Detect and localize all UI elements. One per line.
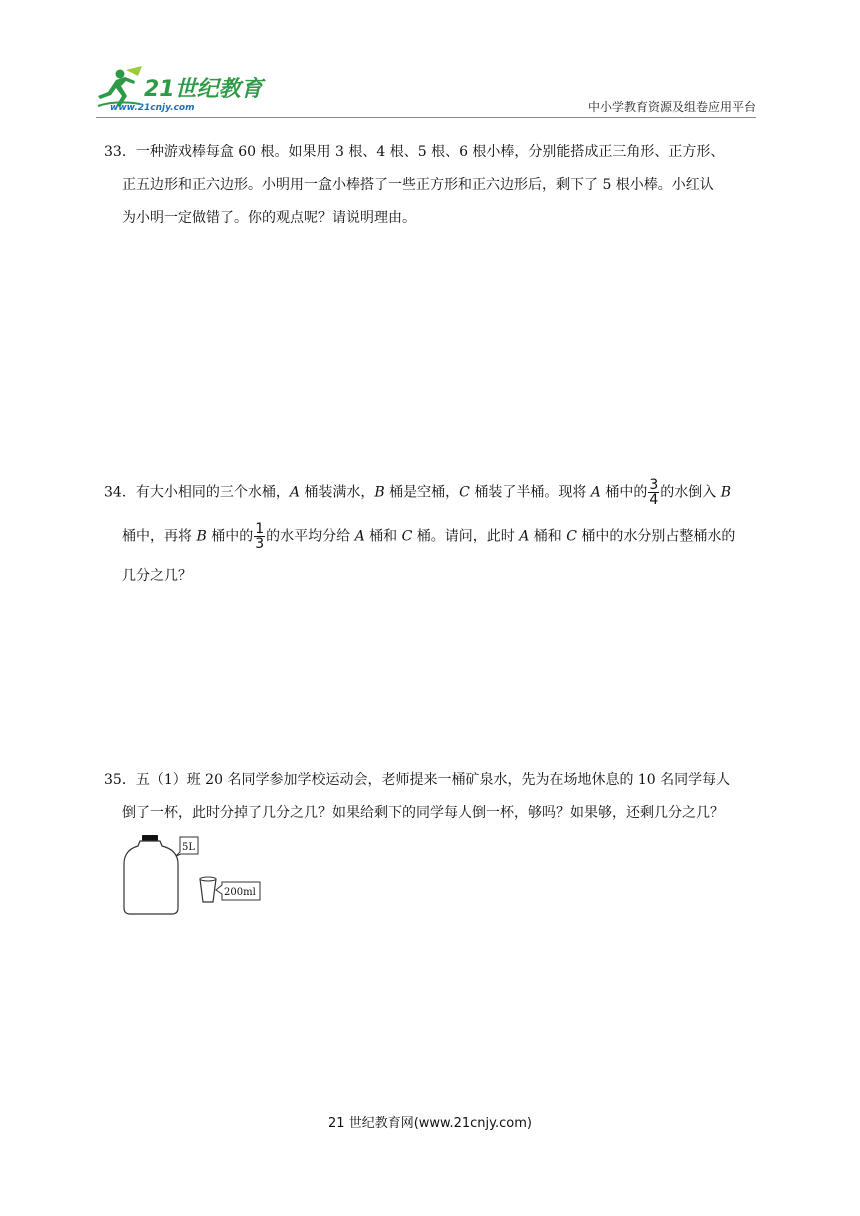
cup-volume-label: 200ml [224, 887, 256, 898]
q35-line-2: 倒了一杯，此时分掉了几分之几？如果给剩下的同学每人倒一杯，够吗？如果够，还剩几分之几？ [122, 805, 724, 821]
platform-name: 中小学教育资源及组卷应用平台 [587, 100, 756, 114]
q33-line-3: 为小明一定做错了。你的观点呢？请说明理由。 [122, 210, 416, 226]
q33-line-1: 33．一种游戏棒每盒 60 根。如果用 3 根、4 根、5 根、6 根小棒，分别能搭成正三角形、正方形、 [104, 144, 725, 160]
water-bottle-and-cup-illustration [118, 830, 268, 920]
21cnjy-logo [96, 66, 266, 112]
water-bottle-icon [124, 835, 178, 914]
bottle-label-callout [176, 837, 198, 856]
page-header [0, 0, 860, 120]
fraction-one-third: $\frac{1}{3}$ [255, 521, 265, 552]
q34-line-3: 几分之几？ [122, 568, 192, 584]
q33-line-2: 正五边形和正六边形。小明用一盒小棒搭了一些正方形和正六边形后，剩下了 5 根小棒。小红认 [122, 177, 714, 193]
q34-line-1: 34．有大小相同的三个水桶，A 桶装满水，B 桶是空桶，C 桶装了半桶。现将 A 桶中的 $\frac{3}{4}$ 的水倒入 B [104, 477, 732, 508]
logo-url-text: www.21cnjy.com [110, 103, 195, 112]
fraction-three-quarters: $\frac{3}{4}$ [649, 477, 659, 508]
q34-number: 34． [104, 484, 136, 501]
page-footer: 21 世纪教育网(www.21cnjy.com) [328, 1116, 532, 1131]
cup-label-callout [216, 882, 260, 900]
q34-line-2: 桶中，再将 B 桶中的 $\frac{1}{3}$ 的水平均分给 A 桶和 C 桶。请问，此时 A 桶和 C 桶中的水分别占整桶水的 [122, 521, 736, 552]
q35-line-1: 35．五（1）班 20 名同学参加学校运动会，老师提来一桶矿泉水，先为在场地休息的 10 名同学每人 [104, 772, 731, 788]
logo-main-text: 21世纪教育 [144, 77, 263, 102]
q33-number: 33． [104, 144, 136, 160]
cup-icon [200, 877, 216, 902]
header-divider [96, 117, 756, 118]
bottle-volume-label: 5L [182, 842, 196, 853]
q35-number: 35． [104, 772, 136, 788]
runner-icon [98, 66, 142, 107]
